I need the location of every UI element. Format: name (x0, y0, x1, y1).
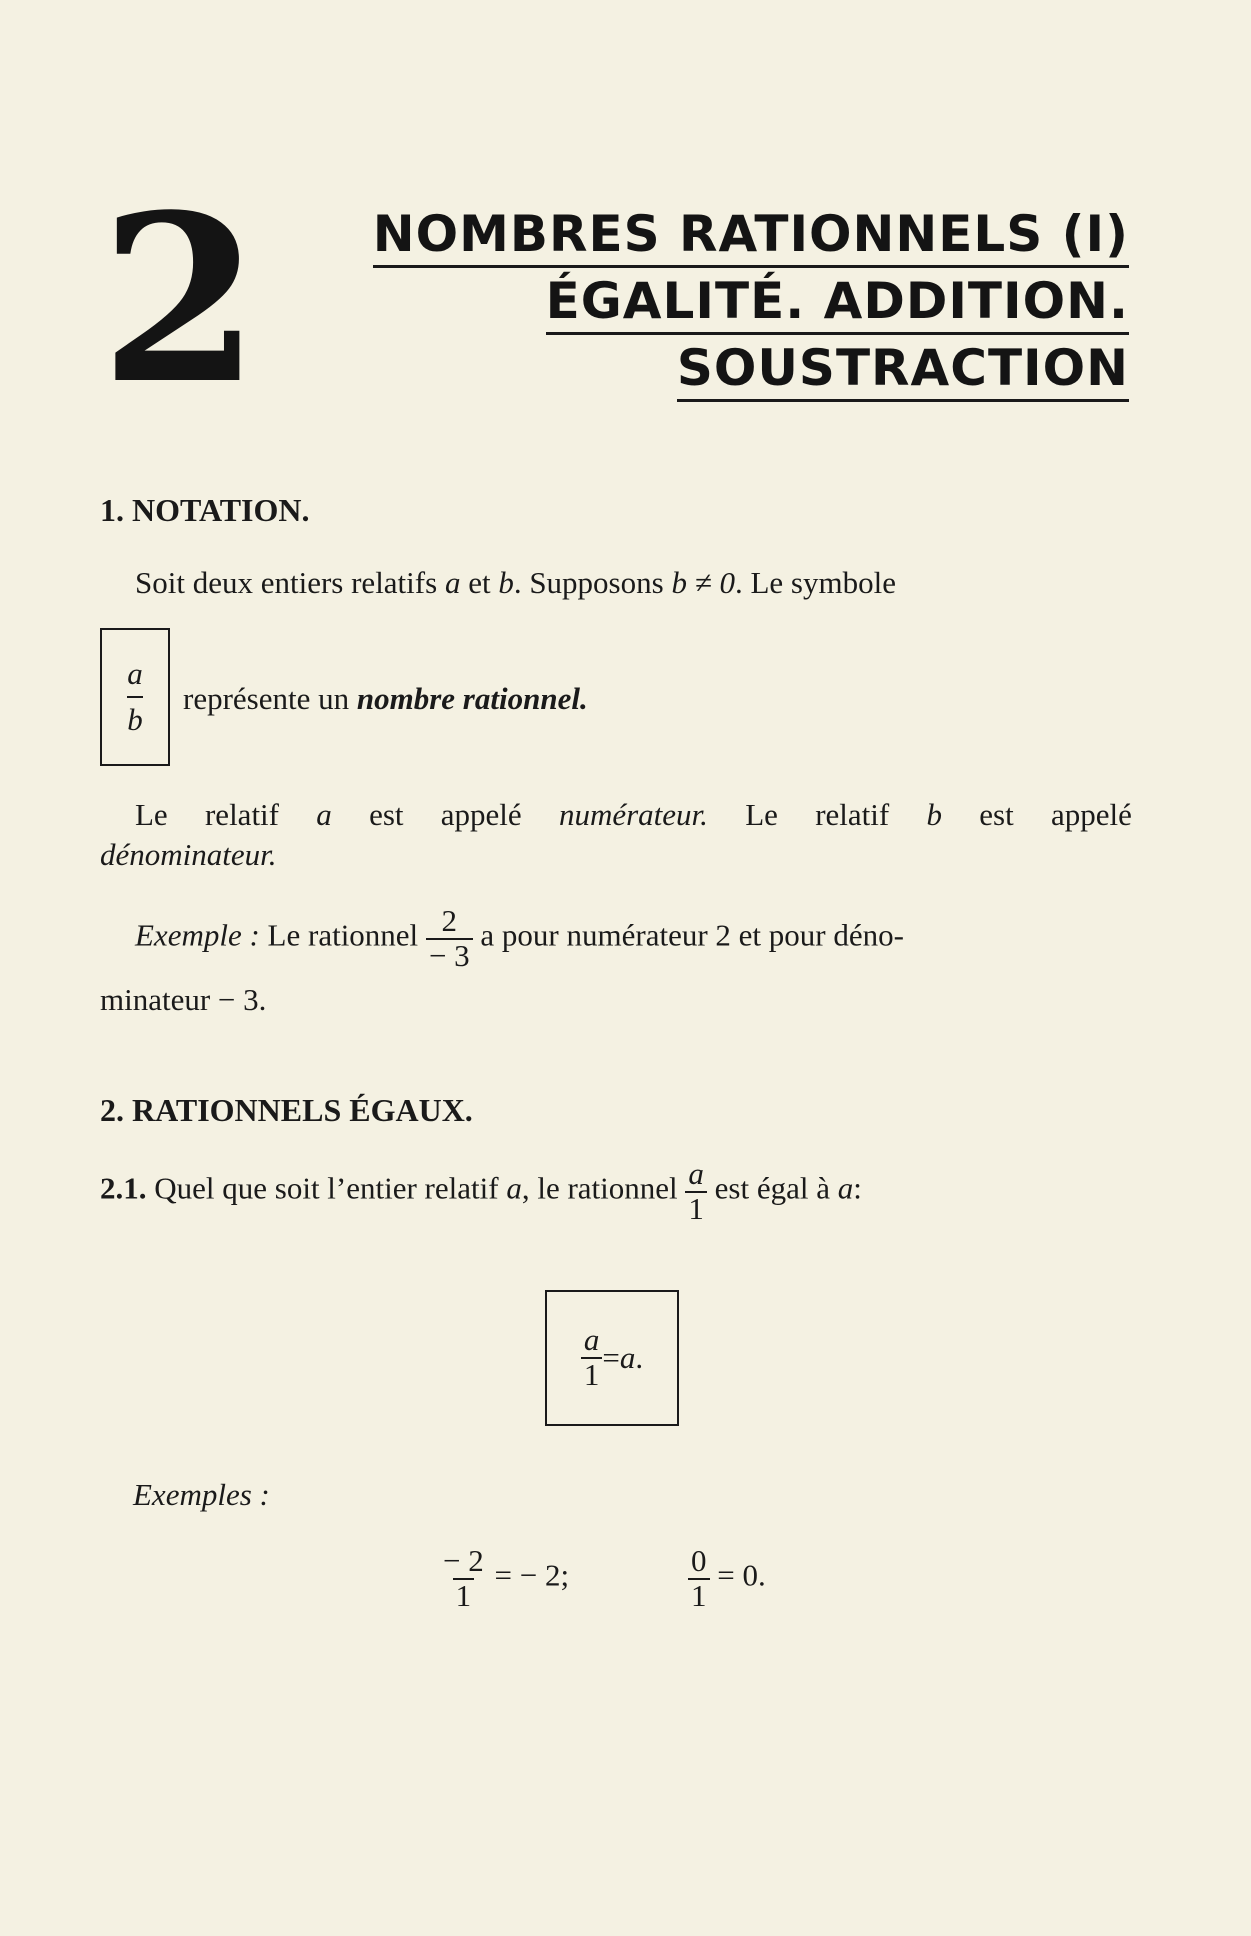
a-over-1-fraction: $\frac{a}{1}$ (685, 1158, 707, 1225)
boxed-equation: $\frac{a}{1}$ = a . (545, 1290, 679, 1426)
title-line-2: ÉGALITÉ. ADDITION. (546, 272, 1129, 335)
title-line-1: NOMBRES RATIONNELS (I) (373, 205, 1129, 268)
rational-symbol-box: $\frac{a}{b}$ (100, 628, 170, 766)
examples-label: Exemples : (133, 1477, 270, 1512)
example-equation-2: $\frac{0}{1}$ = 0. (688, 1545, 766, 1612)
notation-paragraph: Soit deux entiers relatifs a et b. Supposons b ≠ 0. Le symbole (135, 565, 896, 600)
chapter-title (373, 205, 1129, 406)
example-equation-1: $\frac{- 2}{1}$ = − 2; (443, 1543, 570, 1613)
example-paragraph-line2: minateur − 3. (100, 982, 267, 1017)
example-fraction: $\frac{2}{- 3}$ (426, 905, 473, 972)
section-heading-notation: 1. NOTATION. (100, 492, 310, 528)
section-heading-equal-rationals: 2. RATIONNELS ÉGAUX. (100, 1092, 473, 1128)
title-line-3: SOUSTRACTION (677, 339, 1129, 402)
example-paragraph: Exemple : Le rationnel $\frac{2}{- 3}$ a pour numérateur 2 et pour déno- (135, 903, 904, 973)
chapter-number: 2 (100, 165, 261, 435)
numerator-denominator-paragraph: Le relatif a est appelé numérateur. Le relatif b est appelé dénominateur. (100, 797, 1132, 872)
rational-definition: représente un nombre rationnel. (183, 681, 588, 716)
paragraph-2-1: 2.1. Quel que soit l’entier relatif a, le rationnel $\frac{a}{1}$ est égal à a: (100, 1156, 862, 1226)
